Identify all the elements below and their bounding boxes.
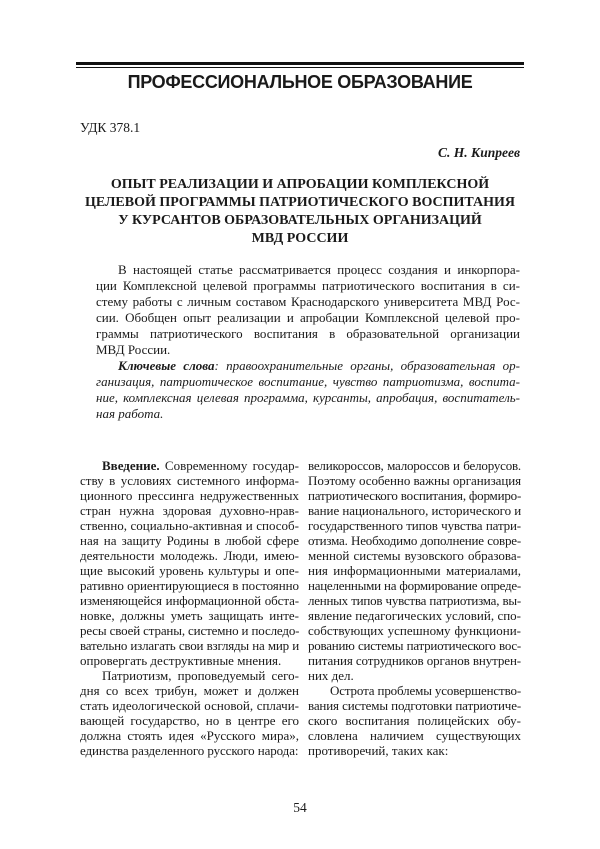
article-title	[80, 176, 520, 248]
body-line: Патриотизм, проповедуемый сего-	[80, 668, 299, 683]
body-line: ционного прессинга недружественных	[80, 488, 299, 503]
body-line: них дел.	[308, 668, 521, 683]
keywords-line: ная работа.	[96, 406, 520, 422]
body-line: менной системы вузовского образова-	[308, 548, 521, 563]
body-line: противоречий, таких как:	[308, 743, 521, 758]
body-line: ству в условиях системного информа-	[80, 473, 299, 488]
body-line: рованию системы патриотического вос-	[308, 638, 521, 653]
body-line	[80, 458, 299, 473]
body-line: ского воспитания полицейских обу-	[308, 713, 521, 728]
body-line: нацеленными на формирование опреде-	[308, 578, 521, 593]
keywords-text: : правоохранительные органы, образовательная ор-	[214, 358, 520, 373]
body-line: государственного типов чувства патри-	[308, 518, 521, 533]
abstract-line: сии. Обобщен опыт реализации и апробации Комплексной целевой про-	[96, 310, 520, 326]
body-line: патриотического воспитания, формиро-	[308, 488, 521, 503]
keywords-line: ганизация, патриотическое воспитание, чувство патриотизма, воспита-	[96, 374, 520, 390]
keywords-line: ние, комплексная целевая программа, курсанты, апробация, воспитатель-	[96, 390, 520, 406]
body-line: Острота проблемы усовершенство-	[308, 683, 521, 698]
abstract-line: стему работы с личным составом Краснодарского университета МВД Рос-	[96, 294, 520, 310]
body-line: ресы своей страны, системно и последо-	[80, 623, 299, 638]
body-line: стать идеологической основой, сплачи-	[80, 698, 299, 713]
intro-label: Введение.	[102, 458, 160, 473]
left-column	[80, 458, 299, 758]
abstract-line: В настоящей статье рассматривается процесс создания и инкорпора-	[96, 262, 520, 278]
header-rule-thick	[76, 62, 524, 65]
body-line: ная на защиту Родины в любой сфере	[80, 533, 299, 548]
title-line: МВД РОССИИ	[80, 230, 520, 248]
abstract-line: ции Комплексной целевой программы патриотического воспитания в си-	[96, 278, 520, 294]
body-line: Поэтому особенно важны организация	[308, 473, 521, 488]
page-number: 54	[0, 800, 600, 816]
udk-code: УДК 378.1	[80, 120, 140, 136]
section-header: ПРОФЕССИОНАЛЬНОЕ ОБРАЗОВАНИЕ	[76, 72, 524, 93]
body-line: ственно, социально-активная и способ-	[80, 518, 299, 533]
body-line: отизма. Необходимо дополнение совре-	[308, 533, 521, 548]
body-line: новке, должны уметь защищать инте-	[80, 608, 299, 623]
body-line: опровергать деструктивные мнения.	[80, 653, 299, 668]
body-line: словлена наличием существующих	[308, 728, 521, 743]
abstract-line: МВД России.	[96, 342, 520, 358]
title-line: У КУРСАНТОВ ОБРАЗОВАТЕЛЬНЫХ ОРГАНИЗАЦИЙ	[80, 212, 520, 230]
body-line: дня со всех трибун, может и должен	[80, 683, 299, 698]
body-line: явление педагогических условий, спо-	[308, 608, 521, 623]
header-rule-thin	[76, 67, 524, 68]
body-line: деятельности молодежь. Люди, имею-	[80, 548, 299, 563]
body-line: должна стоять идея «Русского мира»,	[80, 728, 299, 743]
body-line: ния информационными материалами,	[308, 563, 521, 578]
body-line: вание национального, исторического и	[308, 503, 521, 518]
body-line: единства разделенного русского народа:	[80, 743, 299, 758]
body-line: вающей государство, но в центре его	[80, 713, 299, 728]
author: С. Н. Кипреев	[438, 145, 520, 161]
title-line: ОПЫТ РЕАЛИЗАЦИИ И АПРОБАЦИИ КОМПЛЕКСНОЙ	[80, 176, 520, 194]
body-line: стран нужна здоровая духовно-нрав-	[80, 503, 299, 518]
body-line: ративно ориентирующиеся в постоянно	[80, 578, 299, 593]
abstract	[96, 262, 520, 422]
body-line: собствующих успешному функциони-	[308, 623, 521, 638]
body-line: питания сотрудников органов внутрен-	[308, 653, 521, 668]
right-column	[308, 458, 521, 758]
keywords-label: Ключевые слова	[118, 358, 214, 373]
body-line: вания системы подготовки патриотиче-	[308, 698, 521, 713]
abstract-line: граммы патриотического воспитания в образовательной организации	[96, 326, 520, 342]
body-text: Современному государ-	[160, 458, 299, 473]
document-page	[0, 0, 600, 849]
body-line: ленных типов чувства патриотизма, вы-	[308, 593, 521, 608]
keywords-line	[96, 358, 520, 374]
body-line: вательно излагать свои взгляды на мир и	[80, 638, 299, 653]
body-line: щие высокий уровень культуры и опе-	[80, 563, 299, 578]
body-line: изменяющейся информационной обста-	[80, 593, 299, 608]
title-line: ЦЕЛЕВОЙ ПРОГРАММЫ ПАТРИОТИЧЕСКОГО ВОСПИТАНИЯ	[80, 194, 520, 212]
body-line: великороссов, малороссов и белорусов.	[308, 458, 521, 473]
